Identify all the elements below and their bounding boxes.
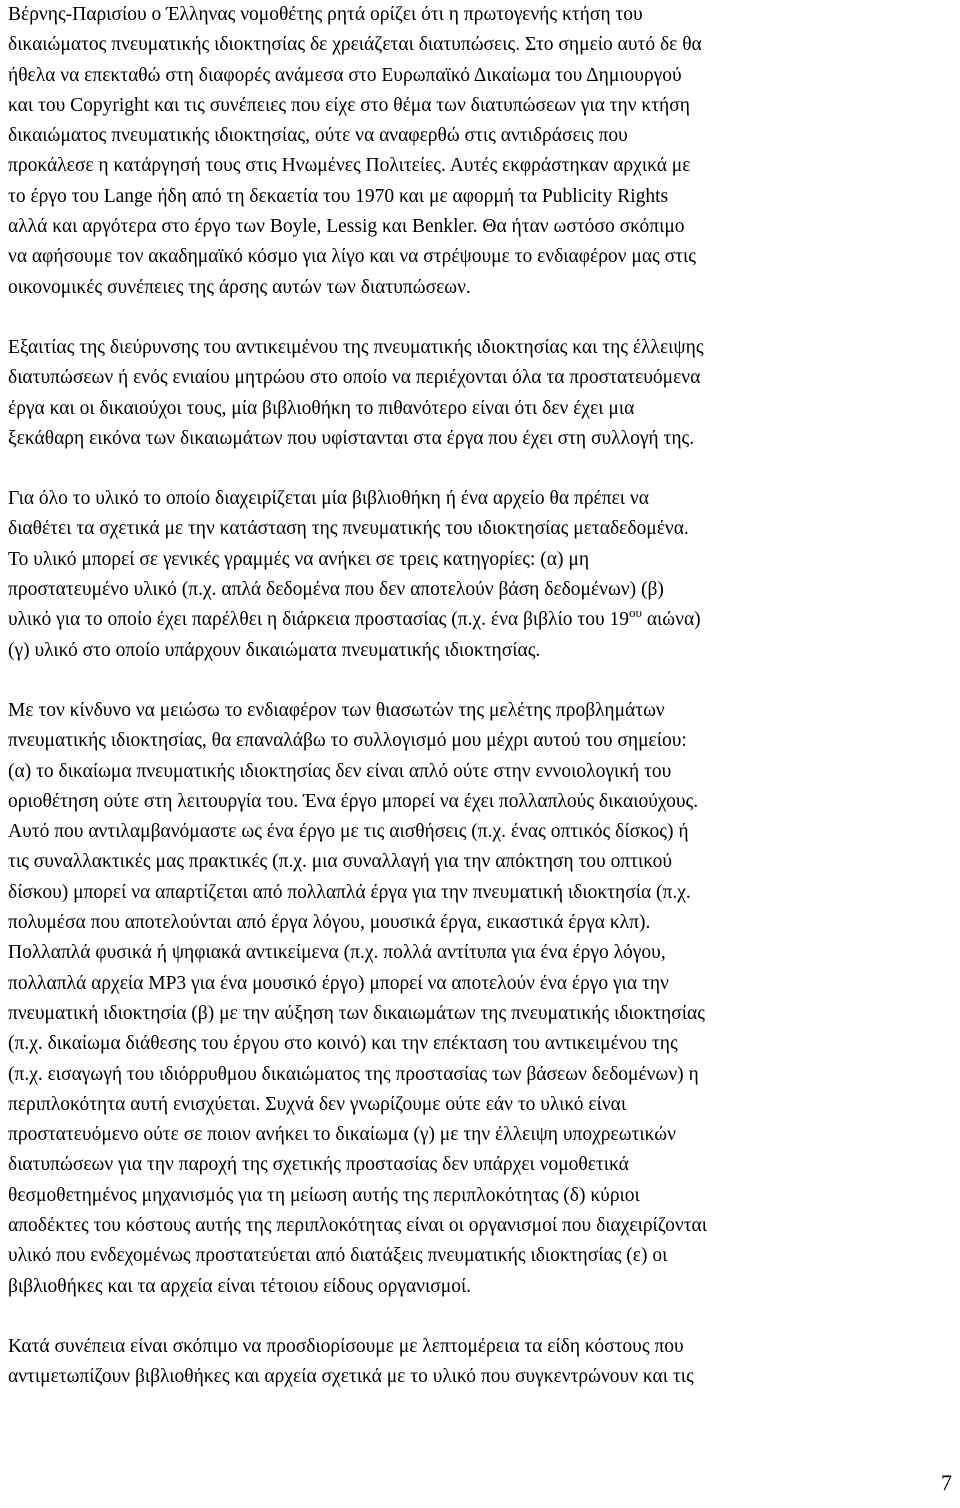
text-line: πνευματική ιδιοκτησία (β) με την αύξηση των δικαιωμάτων της πνευματικής ιδιοκτησίας [8, 1002, 705, 1024]
text-line: περιπλοκότητα αυτή ενισχύεται. Συχνά δεν γνωρίζουμε ούτε εάν το υλικό είναι [8, 1093, 627, 1115]
text-line: προκάλεσε η κατάργησή τους στις Ηνωμένες Πολιτείες. Αυτές εκφράστηκαν αρχικά με [8, 155, 691, 177]
paragraph-2 [8, 333, 956, 454]
text-line: ξεκάθαρη εικόνα των δικαιωμάτων που υφίστανται στα έργα που έχει στη συλλογή της. [8, 427, 695, 449]
text-line: διαθέτει τα σχετικά με την κατάσταση της πνευματικής του ιδιοκτησίας μεταδεδομένα. [8, 518, 689, 540]
text-line: αποδέκτες του κόστους αυτής της περιπλοκότητας είναι οι οργανισμοί που διαχειρίζονται [8, 1214, 708, 1236]
paragraph-spacer [8, 666, 956, 696]
paragraph-3 [8, 484, 956, 666]
text-line: Πολλαπλά φυσικά ή ψηφιακά αντικείμενα (π.χ. πολλά αντίτυπα για ένα έργο λόγου, [8, 942, 666, 964]
text-line: (π.χ. δικαίωμα διάθεσης του έργου στο κοινό) και την επέκταση του αντικειμένου της [8, 1033, 678, 1055]
paragraph-spacer [8, 1302, 956, 1332]
text-line: βιβλιοθήκες και τα αρχεία είναι τέτοιου είδους οργανισμοί. [8, 1275, 472, 1297]
text-line-with-superscript [8, 605, 956, 635]
text-line: διατυπώσεων ή ενός ενιαίου μητρώου στο οποίο να περιέχονται όλα τα προστατευόμενα [8, 367, 701, 389]
text-line: Το υλικό μπορεί σε γενικές γραμμές να ανήκει σε τρεις κατηγορίες: (α) μη [8, 548, 590, 570]
text-line: αντιμετωπίζουν βιβλιοθήκες και αρχεία σχετικά με το υλικό που συγκεντρώνουν και τις [8, 1366, 694, 1388]
text-line: δικαιώματος πνευματικής ιδιοκτησίας δε χρειάζεται διατυπώσεις. Στο σημείο αυτό δε θα [8, 34, 702, 56]
text-line: πολυμέσα που αποτελούνται από έργα λόγου, μουσικά έργα, εικαστικά έργα κλπ). [8, 912, 651, 934]
text-line: να αφήσουμε τον ακαδημαϊκό κόσμο για λίγο και να στρέψουμε το ενδιαφέρον μας στις [8, 246, 696, 268]
text-line: οικονομικές συνέπειες της άρσης αυτών των διατυπώσεων. [8, 276, 471, 298]
text-line: υλικό που ενδεχομένως προστατεύεται από διατάξεις πνευματικής ιδιοκτησίας (ε) οι [8, 1245, 668, 1267]
paragraph-spacer [8, 303, 956, 333]
text-line: πνευματικής ιδιοκτησίας, θα επαναλάβω το συλλογισμό μου μέχρι αυτού του σημείου: [8, 730, 687, 752]
paragraph-1 [8, 0, 956, 303]
paragraph-4 [8, 696, 956, 1302]
text-line: Αυτό που αντιλαμβανόμαστε ως ένα έργο με τις αισθήσεις (π.χ. ένας οπτικός δίσκος) ή [8, 821, 689, 843]
text-line: προστατευόμενο ούτε σε ποιον ανήκει το δικαίωμα (γ) με την έλλειψη υποχρεωτικών [8, 1124, 676, 1146]
paragraph-5 [8, 1332, 956, 1393]
text-line: διατυπώσεων για την παροχή της σχετικής προστασίας δεν υπάρχει νομοθετικά [8, 1154, 629, 1176]
document-page [8, 0, 956, 1392]
text-line: αλλά και αργότερα στο έργο των Boyle, Lessig και Benkler. Θα ήταν ωστόσο σκόπιμο [8, 216, 685, 238]
text-line: Βέρνης-Παρισίου ο Έλληνας νομοθέτης ρητά ορίζει ότι η πρωτογενής κτήση του [8, 4, 643, 25]
text-line: τις συναλλακτικές μας πρακτικές (π.χ. μια συναλλαγή για την απόκτηση του οπτικού [8, 851, 673, 873]
text-segment: υλικό για το οποίο έχει παρέλθει η διάρκεια προστασίας (π.χ. ένα βιβλίο του 19 [8, 609, 630, 631]
page-number: 7 [941, 1470, 952, 1495]
superscript: ου [629, 605, 642, 621]
text-line: θεσμοθετημένος μηχανισμός για τη μείωση αυτής της περιπλοκότητας (δ) κύριοι [8, 1184, 640, 1206]
text-line: και του Copyright και τις συνέπειες που είχε στο θέμα των διατυπώσεων για την κτήση [8, 94, 690, 116]
text-line: έργα και οι δικαιούχοι τους, μία βιβλιοθήκη το πιθανότερο είναι ότι δεν έχει μια [8, 397, 635, 419]
text-line: Εξαιτίας της διεύρυνσης του αντικειμένου της πνευματικής ιδιοκτησίας και της έλλειψης [8, 336, 704, 358]
text-line: ήθελα να επεκταθώ στη διαφορές ανάμεσα στο Ευρωπαϊκό Δικαίωμα του Δημιουργού [8, 64, 682, 86]
text-line: (γ) υλικό στο οποίο υπάρχουν δικαιώματα πνευματικής ιδιοκτησίας. [8, 639, 541, 661]
text-line: πολλαπλά αρχεία MP3 για ένα μουσικό έργο) μπορεί να αποτελούν ένα έργο για την [8, 972, 669, 994]
text-line: δίσκου) μπορεί να απαρτίζεται από πολλαπλά έργα για την πνευματική ιδιοκτησία (π.χ. [8, 881, 691, 903]
text-line: (α) το δικαίωμα πνευματικής ιδιοκτησίας δεν είναι απλό ούτε στην εννοιολογική του [8, 760, 672, 782]
text-line: (π.χ. εισαγωγή του ιδιόρρυθμου δικαιώματος της προστασίας των βάσεων δεδομένων) η [8, 1063, 699, 1085]
text-line: οριοθέτηση ούτε στη λειτουργία του. Ένα έργο μπορεί να έχει πολλαπλούς δικαιούχους. [8, 790, 699, 812]
text-line: προστατευμένο υλικό (π.χ. απλά δεδομένα που δεν αποτελούν βάση δεδομένων) (β) [8, 579, 664, 601]
text-line: το έργο του Lange ήδη από τη δεκαετία του 1970 και με αφορμή τα Publicity Rights [8, 185, 669, 207]
text-line: Για όλο το υλικό το οποίο διαχειρίζεται μία βιβλιοθήκη ή ένα αρχείο θα πρέπει να [8, 488, 649, 510]
text-line: Με τον κίνδυνο να μειώσω το ενδιαφέρον των θιασωτών της μελέτης προβλημάτων [8, 699, 665, 721]
paragraph-spacer [8, 454, 956, 484]
text-line: δικαιώματος πνευματικής ιδιοκτησίας, ούτε να αναφερθώ στις αντιδράσεις που [8, 125, 628, 147]
text-segment: αιώνα) [641, 609, 701, 631]
text-line: Κατά συνέπεια είναι σκόπιμο να προσδιορίσουμε με λεπτομέρεια τα είδη κόστους που [8, 1335, 684, 1357]
